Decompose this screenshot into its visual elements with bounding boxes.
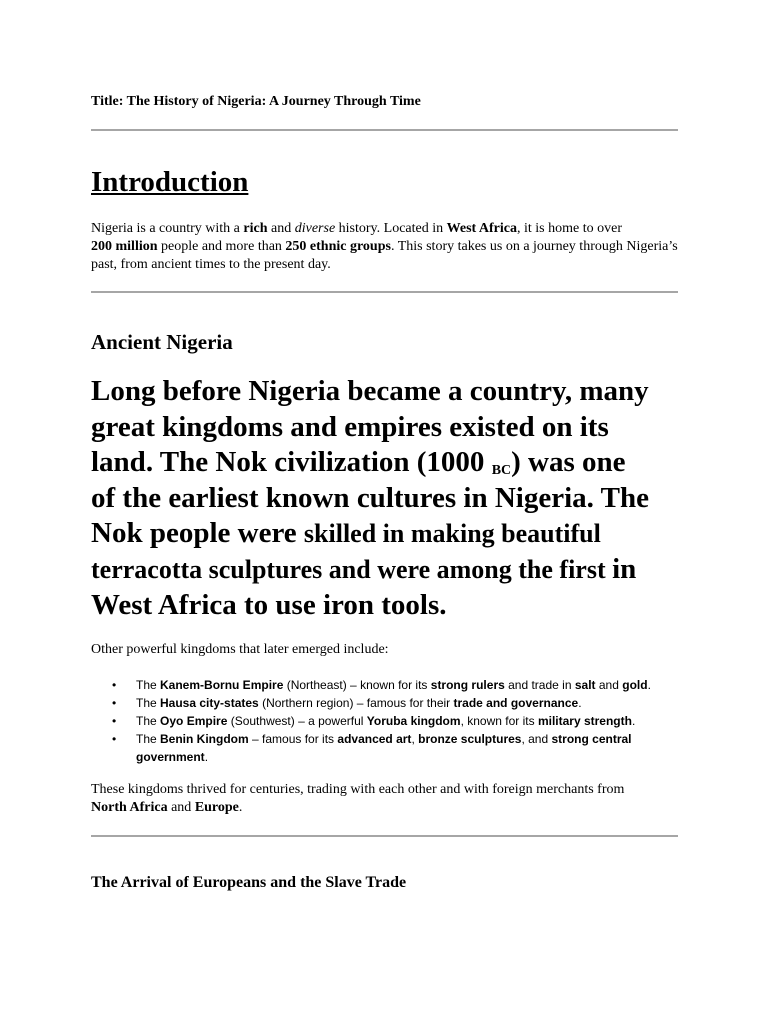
item-bold: Hausa city-states	[160, 696, 259, 710]
nok-paragraph	[91, 374, 691, 623]
closing-bold-north-africa: North Africa	[91, 800, 168, 815]
bc-subscript: BC	[491, 463, 512, 479]
item-bold: Oyo Empire	[160, 714, 228, 728]
horizontal-rule	[91, 291, 678, 293]
nok-line-text: Nok people were	[91, 517, 304, 550]
item-text: The	[136, 696, 161, 710]
item-text: (Northern region) – famous for their	[258, 696, 454, 710]
item-text: (Southwest) – a powerful	[227, 714, 367, 728]
item-bold: government	[136, 750, 205, 764]
intro-text: . This story takes us on a journey through Nigeria’s past, from ancient times to the present day.	[91, 239, 678, 272]
horizontal-rule	[91, 835, 678, 837]
item-text: (Northeast) – known for its	[283, 678, 431, 692]
introduction-paragraph	[91, 220, 678, 274]
item-text: , known for its	[460, 714, 538, 728]
kingdoms-list	[91, 676, 651, 766]
intro-bold-ethnic-groups: 250 ethnic groups	[285, 239, 391, 254]
closing-text: These kingdoms thrived for centuries, trading with each other and with foreign merchants from	[91, 782, 625, 797]
intro-bold-population: 200 million	[91, 239, 158, 254]
item-text: .	[578, 696, 582, 710]
bullet-icon: •	[112, 696, 117, 710]
nok-line	[91, 445, 691, 481]
intro-text: people and more than	[157, 239, 286, 254]
item-text: , and	[521, 732, 552, 746]
intro-bold-rich: rich	[243, 221, 268, 236]
bullet-icon: •	[112, 678, 117, 692]
ancient-nigeria-heading: Ancient Nigeria	[91, 330, 233, 354]
bullet-icon: •	[112, 714, 117, 728]
nok-line	[91, 552, 691, 588]
item-text: .	[631, 714, 636, 728]
intro-text: history. Located in	[335, 221, 447, 236]
closing-bold-europe: Europe	[194, 800, 239, 815]
arrival-europeans-heading: The Arrival of Europeans and the Slave Trade	[91, 874, 407, 891]
nok-line-text: skilled in making beautiful	[303, 519, 601, 549]
list-item	[91, 694, 651, 712]
item-text: The	[136, 732, 161, 746]
intro-text: Nigeria is a country with a	[91, 221, 244, 236]
intro-bold-west-africa: West Africa	[446, 221, 517, 236]
document-title: Title: The History of Nigeria: A Journey Through Time	[91, 94, 421, 109]
item-text: ,	[411, 732, 419, 746]
item-bold: bronze sculptures	[418, 732, 522, 746]
nok-line-text: in	[612, 552, 637, 585]
item-bold: advanced art	[337, 732, 412, 746]
closing-text: and	[167, 800, 195, 815]
nok-line: West Africa to use iron tools.	[91, 588, 447, 621]
bullet-icon: •	[112, 732, 117, 746]
item-text: and	[595, 678, 623, 692]
nok-line: Long before Nigeria became a country, many	[91, 375, 649, 407]
item-text: The	[136, 714, 161, 728]
item-bold: strong central	[551, 732, 632, 746]
intro-italic-diverse: diverse	[294, 221, 336, 236]
intro-text: , it is home to over	[517, 221, 622, 236]
item-bold: Benin Kingdom	[160, 732, 249, 746]
horizontal-rule	[91, 129, 678, 131]
kingdoms-closing	[91, 781, 678, 817]
item-text: The	[136, 678, 161, 692]
item-text: .	[204, 750, 209, 764]
item-bold: military strength	[537, 714, 632, 728]
item-bold: Kanem-Bornu Empire	[160, 678, 284, 692]
nok-line: of the earliest known cultures in Nigeria. The	[91, 481, 649, 514]
item-bold: strong rulers	[430, 678, 505, 692]
nok-line-text: terracotta sculptures and were among the first	[91, 554, 613, 584]
item-bold: trade and governance	[453, 696, 579, 710]
nok-line: great kingdoms and empires existed on its	[91, 410, 609, 443]
list-item	[91, 676, 651, 694]
item-bold: Yoruba kingdom	[366, 714, 461, 728]
nok-line-text: ) was one	[511, 446, 626, 479]
introduction-heading: Introduction	[91, 166, 249, 198]
kingdoms-intro: Other powerful kingdoms that later emerged include:	[91, 642, 389, 657]
item-text: – famous for its	[248, 732, 338, 746]
item-text: and trade in	[504, 678, 575, 692]
item-bold: gold	[622, 678, 648, 692]
list-item	[91, 730, 651, 766]
item-bold: salt	[574, 678, 596, 692]
item-text: .	[647, 678, 651, 692]
closing-text: .	[238, 800, 243, 815]
nok-line	[91, 516, 691, 552]
list-item	[91, 712, 651, 730]
intro-text: and	[267, 221, 295, 236]
nok-line-text: land. The Nok civilization (1000	[91, 446, 492, 479]
